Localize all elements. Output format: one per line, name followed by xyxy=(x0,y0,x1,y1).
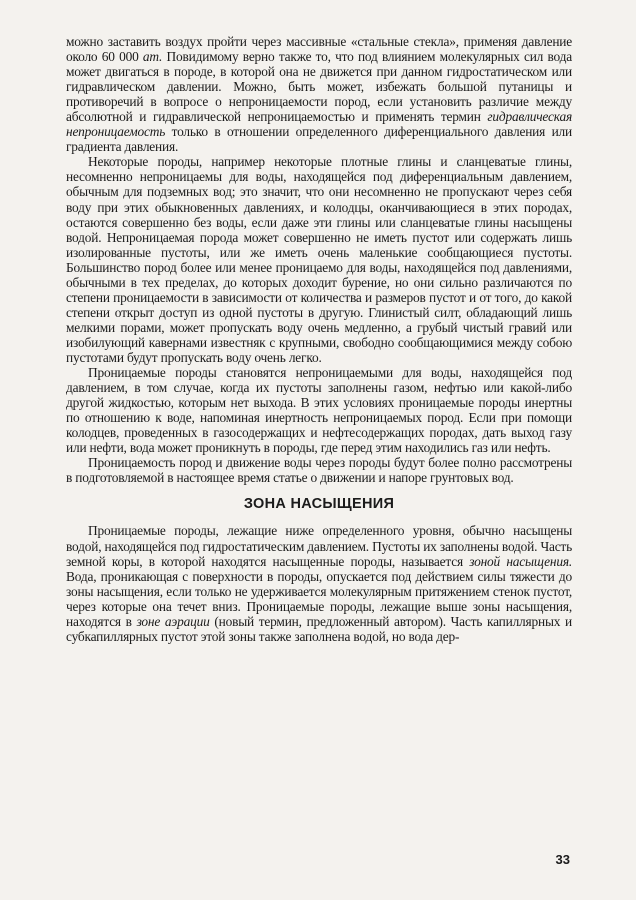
italic-term: гидравлическая непроницаемость xyxy=(66,109,572,140)
top-paragraphs xyxy=(66,34,572,485)
paragraph xyxy=(66,455,572,485)
text-run: Проницаемые породы, лежащие ниже определенного уровня, обычно насыщены водой, находящейся под гидростатическим давлением. Пустоты их заполнены водой. Часть земной коры, в которой находятся насыщенные породы, называется xyxy=(66,523,572,569)
paragraph xyxy=(66,34,572,154)
text-run: Проницаемые породы становятся непроницаемыми для воды, находящейся под давлением, в том случае, когда их пустоты заполнены газом, нефтью или какой-либо другой жидкостью, которым нет выхода. В этих условиях проницаемые породы инертны по отношению к воде, напоминая инертность непроницаемых пород. Если при помощи колодцев, проведенных в газосодержащих и нефтесодержащих породах, дать выход газу или нефти, вода может проникнуть в породы, где перед этим находились газ или нефть. xyxy=(66,365,572,456)
text-run: Проницаемость пород и движение воды через породы будут более полно рассмотрены в подготовляемой в настоящее время статье о движении и напоре грунтовых вод. xyxy=(66,455,572,486)
text-run: Вода, проникающая с поверхности в породы, опускается под действием силы тяжести до зоны насыщения, если только не удерживается молекулярным притяжением стенок пустот, через которые она течет вниз. Проницаемые породы, лежащие выше зоны насыщения, находятся в xyxy=(66,568,572,629)
text-run: (новый термин, предложенный автором). Часть капиллярных и субкапиллярных пустот этой зоны также заполнена водой, но вода дер- xyxy=(66,613,572,644)
paragraph xyxy=(66,154,572,365)
section-heading: ЗОНА НАСЫЩЕНИЯ xyxy=(243,496,395,513)
paragraph xyxy=(66,523,572,643)
page-number: 33 xyxy=(555,852,570,867)
text-run: Повидимому верно также то, что под влиянием молекулярных сил вода может двигаться в породе, в которой она не движется при данном гидростатическом или гидравлическом давлении. Можно, быть может, избежать большой путаницы и противоречий в вопросе о непроницаемости пород, если установить различие между абсолютной и гидравлической непроницаемостью и применять термин xyxy=(66,49,572,125)
text-run: только в отношении определенного диференциального давления или градиента давления. xyxy=(66,124,572,155)
bottom-paragraphs xyxy=(66,523,572,643)
paragraph xyxy=(66,365,572,455)
text-run: Некоторые породы, например некоторые плотные глины и сланцеватые глины, несомненно непроницаемы для воды, находящейся под диференциальным давлением, обычным для подземных вод; это значит, что они несомненно не пропускают через себя воду при этих обыкновенных давлениях, и колодцы, оканчивающиеся в этих породах, остаются совершенно без воды, если даже эти глины или сланцеватые глины насыщены водой. Непроницаемая порода может совершенно не иметь пустот или содержать лишь изолированные пустоты, или же иметь очень маленькие сообщающиеся пустоты. Большинство пород более или менее проницаемо для воды, находящейся под давлениями, обычными в тех пределах, до которых доходит бурение, но они сильно различаются по степени проницаемости в зависимости от количества и размеров пустот и от того, до какой степени открыт доступ из одной пустоты в другую. Глинистый силт, обладающий лишь мелкими порами, может пропускать воду очень медленно, а грубый чистый гравий или изобилующий кавернами известняк с крупными, свободно сообщающимися между собою пустотами будут пропускать воду очень легко. xyxy=(66,154,572,365)
italic-term: ат. xyxy=(142,49,163,65)
italic-term: зоной насыщения. xyxy=(469,553,572,569)
text-run: можно заставить воздух пройти через массивные «стальные стекла», применяя давление около 60 000 xyxy=(66,34,572,65)
italic-term: зоне аэрации xyxy=(136,613,210,629)
text-body xyxy=(66,34,572,644)
